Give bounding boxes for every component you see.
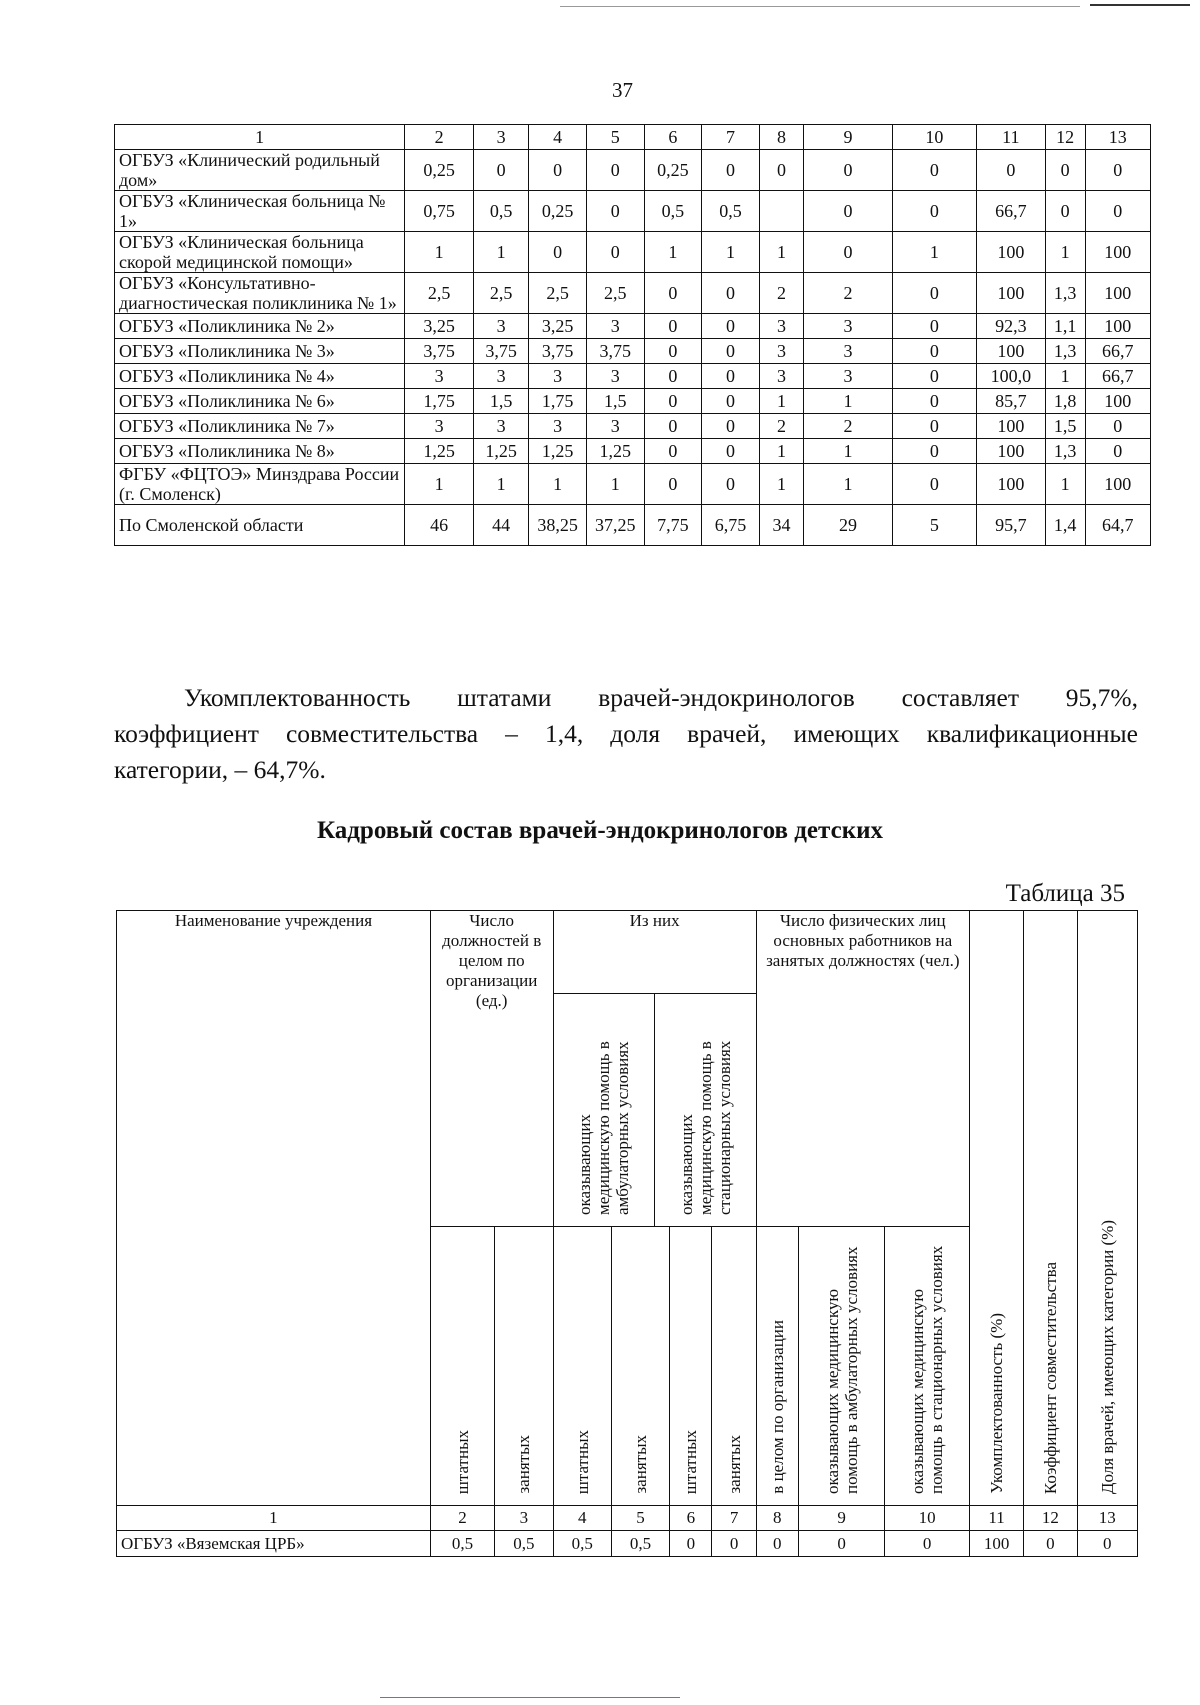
column-number: 3 xyxy=(495,1506,553,1531)
table-cell: 0,5 xyxy=(644,191,702,232)
header-persons: Число физических лиц основных работников на занятых должностях (чел.) xyxy=(756,911,969,1227)
column-number: 13 xyxy=(1077,1506,1137,1531)
paragraph-line-3: категории, – 64,7%. xyxy=(114,755,326,784)
column-number: 12 xyxy=(1045,125,1085,150)
table-cell: 0,25 xyxy=(405,150,474,191)
table-cell: 1,3 xyxy=(1045,273,1085,314)
table-cell: 0 xyxy=(798,1531,885,1557)
table-cell: 0 xyxy=(1045,191,1085,232)
table-cell: 0 xyxy=(702,389,760,414)
table-cell: 1,5 xyxy=(586,389,644,414)
table-cell: 1,25 xyxy=(405,439,474,464)
staffing-table-continued xyxy=(114,124,1151,546)
table-cell: 0 xyxy=(702,439,760,464)
table-cell: 2 xyxy=(759,273,803,314)
column-number: 5 xyxy=(611,1506,669,1531)
table-cell: 0 xyxy=(1085,191,1150,232)
table-cell: 7,75 xyxy=(644,505,702,546)
table-cell: 0 xyxy=(892,364,976,389)
table-cell: 0 xyxy=(804,232,893,273)
table-cell: 3 xyxy=(586,414,644,439)
table-cell: 3,75 xyxy=(473,339,528,364)
table-cell: 37,25 xyxy=(586,505,644,546)
table-cell: 0 xyxy=(702,414,760,439)
table-cell: 95,7 xyxy=(976,505,1045,546)
institution-name: ОГБУЗ «Консультативно-диагностическая поликлиника № 1» xyxy=(115,273,405,314)
page-number: 37 xyxy=(612,78,633,102)
table-cell: 1 xyxy=(1045,464,1085,505)
table-cell: 100 xyxy=(1085,273,1150,314)
column-number: 2 xyxy=(405,125,474,150)
table-row xyxy=(115,364,1151,389)
table-cell: 1,75 xyxy=(529,389,587,414)
table-cell: 100 xyxy=(1085,232,1150,273)
institution-name: ОГБУЗ «Поликлиника № 6» xyxy=(115,389,405,414)
table-cell: 1 xyxy=(702,232,760,273)
table-cell: 0 xyxy=(892,464,976,505)
table-cell: 0,25 xyxy=(644,150,702,191)
table-cell: 5 xyxy=(892,505,976,546)
table-cell: 0 xyxy=(1024,1531,1077,1557)
table-cell: 0 xyxy=(1085,150,1150,191)
column-number: 7 xyxy=(702,125,760,150)
table-cell: 0 xyxy=(702,364,760,389)
table-cell: 2,5 xyxy=(586,273,644,314)
table-cell: 1,1 xyxy=(1045,314,1085,339)
table-cell: 0,5 xyxy=(430,1531,494,1557)
table-cell: 38,25 xyxy=(529,505,587,546)
column-number: 2 xyxy=(430,1506,494,1531)
table-cell: 0 xyxy=(892,191,976,232)
table-cell: 0 xyxy=(644,364,702,389)
table-cell: 1,5 xyxy=(473,389,528,414)
institution-name: ОГБУЗ «Поликлиника № 3» xyxy=(115,339,405,364)
table-cell: 0 xyxy=(644,439,702,464)
table-cell: 0,5 xyxy=(473,191,528,232)
table-row xyxy=(115,191,1151,232)
table-cell: 0,5 xyxy=(553,1531,611,1557)
table-cell: 66,7 xyxy=(976,191,1045,232)
table-cell: 0 xyxy=(885,1531,969,1557)
column-number: 7 xyxy=(712,1506,756,1531)
table-cell: 0 xyxy=(644,314,702,339)
table-row xyxy=(115,414,1151,439)
table-cell: 1 xyxy=(804,464,893,505)
institution-name: ОГБУЗ «Поликлиника № 4» xyxy=(115,364,405,389)
table-cell: 1,75 xyxy=(405,389,474,414)
table-cell: 0 xyxy=(473,150,528,191)
table-cell: 2,5 xyxy=(473,273,528,314)
table-cell: 0 xyxy=(1077,1531,1137,1557)
table-cell: 1,5 xyxy=(1045,414,1085,439)
table-cell: 0 xyxy=(976,150,1045,191)
header-total-org: в целом по организации xyxy=(756,1227,798,1506)
table-cell xyxy=(759,191,803,232)
table-row xyxy=(115,232,1151,273)
table-cell: 100 xyxy=(1085,389,1150,414)
top-scan-line xyxy=(560,6,1080,7)
table-cell: 100 xyxy=(976,464,1045,505)
header-ambulatory: оказывающих медицинскую помощь в амбулаторных условиях xyxy=(554,994,655,1227)
header-occupied-3: занятых xyxy=(712,1227,756,1506)
table-cell: 1 xyxy=(892,232,976,273)
table-cell: 3 xyxy=(759,339,803,364)
table-cell: 3 xyxy=(586,364,644,389)
column-number: 4 xyxy=(553,1506,611,1531)
table-cell: 0 xyxy=(529,150,587,191)
table-cell: 1 xyxy=(473,232,528,273)
column-number: 8 xyxy=(756,1506,798,1531)
column-number: 10 xyxy=(885,1506,969,1531)
header-of-them xyxy=(553,911,756,1227)
institution-name: По Смоленской области xyxy=(115,505,405,546)
column-number: 11 xyxy=(969,1506,1023,1531)
column-number: 13 xyxy=(1085,125,1150,150)
table-cell: 100 xyxy=(976,273,1045,314)
institution-name: ОГБУЗ «Клинический родильный дом» xyxy=(115,150,405,191)
table-cell: 100 xyxy=(976,439,1045,464)
table-cell: 0 xyxy=(702,273,760,314)
table-cell: 0,75 xyxy=(405,191,474,232)
table-cell: 2 xyxy=(804,414,893,439)
table-cell: 0 xyxy=(702,314,760,339)
header-amb-care: оказывающих медицинскую помощь в амбулаторных условиях xyxy=(798,1227,885,1506)
column-number: 12 xyxy=(1024,1506,1077,1531)
table-cell: 0 xyxy=(712,1531,756,1557)
column-number: 9 xyxy=(798,1506,885,1531)
table-cell: 44 xyxy=(473,505,528,546)
table-cell: 1 xyxy=(1045,232,1085,273)
header-name: Наименование учреждения xyxy=(117,911,431,1506)
table-cell: 0 xyxy=(804,150,893,191)
column-number: 5 xyxy=(586,125,644,150)
table-cell: 66,7 xyxy=(1085,339,1150,364)
header-staff-3: штатных xyxy=(670,1227,712,1506)
table-cell: 100 xyxy=(969,1531,1023,1557)
table-cell: 1,3 xyxy=(1045,339,1085,364)
table-cell: 0 xyxy=(586,232,644,273)
table-row xyxy=(115,150,1151,191)
institution-name: ФГБУ «ФЦТОЭ» Минздрава России (г. Смоленск) xyxy=(115,464,405,505)
table-cell: 0 xyxy=(892,389,976,414)
header-staff-2: штатных xyxy=(553,1227,611,1506)
column-number-row xyxy=(117,1506,1138,1531)
table-cell: 0 xyxy=(756,1531,798,1557)
table-cell: 0 xyxy=(1045,150,1085,191)
table-cell: 66,7 xyxy=(1085,364,1150,389)
table-cell: 2 xyxy=(759,414,803,439)
header-coef: Коэффициент совместительства xyxy=(1024,911,1077,1506)
table-cell: 1 xyxy=(586,464,644,505)
table-cell: 0 xyxy=(644,464,702,505)
column-number: 1 xyxy=(115,125,405,150)
table-cell: 0 xyxy=(529,232,587,273)
institution-name: ОГБУЗ «Вяземская ЦРБ» xyxy=(117,1531,431,1557)
column-number: 6 xyxy=(644,125,702,150)
table-cell: 1 xyxy=(759,464,803,505)
summary-paragraph xyxy=(114,680,1138,788)
table-cell: 1,8 xyxy=(1045,389,1085,414)
table-cell: 3 xyxy=(804,314,893,339)
header-share: Доля врачей, имеющих категории (%) xyxy=(1077,911,1137,1506)
table-cell: 3 xyxy=(405,414,474,439)
table-cell: 0 xyxy=(892,439,976,464)
header-staffing: Укомплектованность (%) xyxy=(969,911,1023,1506)
table-cell: 100,0 xyxy=(976,364,1045,389)
table-cell: 29 xyxy=(804,505,893,546)
table-cell: 0 xyxy=(892,414,976,439)
table-cell: 1 xyxy=(1045,364,1085,389)
header-positions: Число должностей в целом по организации (ед.) xyxy=(430,911,553,1227)
table-cell: 3 xyxy=(473,364,528,389)
table-cell: 1 xyxy=(529,464,587,505)
table-cell: 1 xyxy=(405,232,474,273)
table-row xyxy=(117,1531,1138,1557)
column-number: 11 xyxy=(976,125,1045,150)
table-cell: 0 xyxy=(892,314,976,339)
table-cell: 3,75 xyxy=(529,339,587,364)
institution-name: ОГБУЗ «Поликлиника № 7» xyxy=(115,414,405,439)
table-cell: 0,5 xyxy=(611,1531,669,1557)
table-cell: 3,75 xyxy=(405,339,474,364)
table-cell: 85,7 xyxy=(976,389,1045,414)
table-row xyxy=(115,273,1151,314)
institution-name: ОГБУЗ «Поликлиника № 8» xyxy=(115,439,405,464)
table-cell: 1,4 xyxy=(1045,505,1085,546)
table-cell: 1,25 xyxy=(473,439,528,464)
table-row xyxy=(115,339,1151,364)
top-scan-mark xyxy=(1090,4,1190,6)
table-cell: 0 xyxy=(892,339,976,364)
column-number-row xyxy=(115,125,1151,150)
header-stat-care: оказывающих медицинскую помощь в стационарных условиях xyxy=(885,1227,969,1506)
table-cell: 1 xyxy=(759,439,803,464)
table-cell: 64,7 xyxy=(1085,505,1150,546)
table-cell: 0 xyxy=(1085,414,1150,439)
table-cell: 0,25 xyxy=(529,191,587,232)
institution-name: ОГБУЗ «Поликлиника № 2» xyxy=(115,314,405,339)
table-cell: 3 xyxy=(473,314,528,339)
table-row xyxy=(115,505,1151,546)
paragraph-line-2: коэффициент совместительства – 1,4, доля врачей, имеющих квалификационные xyxy=(114,719,1138,748)
table-cell: 100 xyxy=(976,339,1045,364)
column-number: 10 xyxy=(892,125,976,150)
table-cell: 92,3 xyxy=(976,314,1045,339)
header-occupied-2: занятых xyxy=(611,1227,669,1506)
table-cell: 3,75 xyxy=(586,339,644,364)
table-cell: 1 xyxy=(804,439,893,464)
table-cell: 1,3 xyxy=(1045,439,1085,464)
table-cell: 100 xyxy=(976,414,1045,439)
table-cell: 100 xyxy=(976,232,1045,273)
table-cell: 3 xyxy=(529,364,587,389)
header-of-them-label: Из них xyxy=(554,911,756,994)
column-number: 9 xyxy=(804,125,893,150)
table-cell: 3,25 xyxy=(405,314,474,339)
table-row xyxy=(115,314,1151,339)
header-staff-1: штатных xyxy=(430,1227,494,1506)
header-stationary: оказывающих медицинскую помощь в стационарных условиях xyxy=(676,1040,734,1215)
table-cell: 0 xyxy=(1085,439,1150,464)
column-number: 6 xyxy=(670,1506,712,1531)
table-cell: 0 xyxy=(702,150,760,191)
institution-name: ОГБУЗ «Клиническая больница № 1» xyxy=(115,191,405,232)
table-cell: 0,5 xyxy=(702,191,760,232)
bottom-scan-line xyxy=(380,1697,680,1698)
table-cell: 3 xyxy=(804,364,893,389)
table-cell: 3 xyxy=(759,314,803,339)
table-cell: 0 xyxy=(644,339,702,364)
table-cell: 1 xyxy=(405,464,474,505)
paragraph-line-1: Укомплектованность штатами врачей-эндокринологов составляет 95,7%, xyxy=(184,683,1138,712)
column-number: 8 xyxy=(759,125,803,150)
table-cell: 0,5 xyxy=(495,1531,553,1557)
header-occupied-1: занятых xyxy=(495,1227,553,1506)
table-cell: 100 xyxy=(1085,314,1150,339)
table-cell: 1 xyxy=(804,389,893,414)
table-cell: 0 xyxy=(670,1531,712,1557)
table-row xyxy=(115,439,1151,464)
table-cell: 2 xyxy=(804,273,893,314)
column-number: 4 xyxy=(529,125,587,150)
table-cell: 0 xyxy=(644,273,702,314)
table-cell: 1 xyxy=(759,389,803,414)
table-cell: 1 xyxy=(473,464,528,505)
table-cell: 34 xyxy=(759,505,803,546)
table-cell: 2,5 xyxy=(529,273,587,314)
table-cell: 3 xyxy=(586,314,644,339)
table-cell: 0 xyxy=(892,273,976,314)
table-cell: 0 xyxy=(644,389,702,414)
table-cell: 3 xyxy=(759,364,803,389)
table-cell: 0 xyxy=(702,339,760,364)
table-cell: 1,25 xyxy=(586,439,644,464)
table-caption: Кадровый состав врачей-эндокринологов детских xyxy=(316,817,883,844)
column-number: 1 xyxy=(117,1506,431,1531)
table-cell: 3 xyxy=(473,414,528,439)
table-cell: 0 xyxy=(702,464,760,505)
table-cell: 0 xyxy=(586,191,644,232)
table-row xyxy=(115,464,1151,505)
table-cell: 100 xyxy=(1085,464,1150,505)
table-cell: 3 xyxy=(405,364,474,389)
table-cell: 1 xyxy=(644,232,702,273)
table-cell: 0 xyxy=(804,191,893,232)
table-cell: 1,25 xyxy=(529,439,587,464)
table-cell: 3 xyxy=(529,414,587,439)
table-cell: 46 xyxy=(405,505,474,546)
table-cell: 0 xyxy=(586,150,644,191)
table-cell: 3 xyxy=(804,339,893,364)
table-cell: 6,75 xyxy=(702,505,760,546)
table-cell: 1 xyxy=(759,232,803,273)
column-number: 3 xyxy=(473,125,528,150)
table-cell: 2,5 xyxy=(405,273,474,314)
table-number-label: Таблица 35 xyxy=(1005,880,1125,907)
table-row xyxy=(115,389,1151,414)
pediatric-endocrinologists-table xyxy=(116,910,1138,1557)
table-cell: 0 xyxy=(892,150,976,191)
table-cell: 0 xyxy=(759,150,803,191)
institution-name: ОГБУЗ «Клиническая больница скорой медицинской помощи» xyxy=(115,232,405,273)
table-cell: 0 xyxy=(644,414,702,439)
table-cell: 3,25 xyxy=(529,314,587,339)
